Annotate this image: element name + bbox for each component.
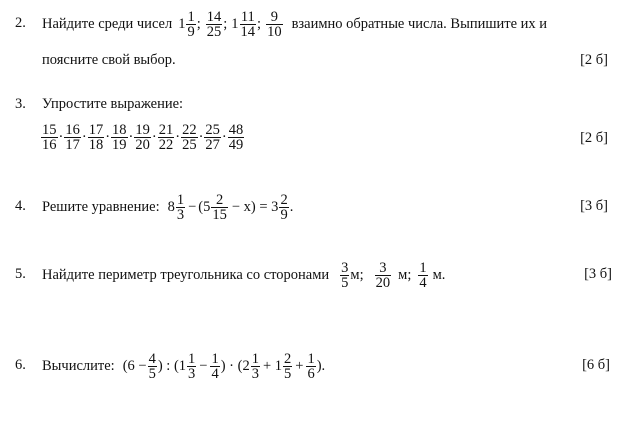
mixed-number: 1 $\frac{11}{14}$ bbox=[231, 8, 256, 40]
points-badge: [3 б] bbox=[584, 266, 612, 282]
problem-text: взаимно обратные числа. Выпишите их и bbox=[291, 15, 548, 32]
fraction: $\frac{25}{27}$ bbox=[205, 121, 220, 153]
fraction: $\frac{1}{3}$ bbox=[251, 350, 259, 382]
problem-number: 2. bbox=[15, 15, 26, 31]
fraction: $\frac{16}{17}$ bbox=[65, 121, 80, 153]
fraction: $\frac{48}{49}$ bbox=[228, 121, 244, 153]
fraction: $\frac{14}{25}$ bbox=[206, 8, 222, 40]
fraction: $\frac{18}{19}$ bbox=[112, 121, 127, 153]
mixed-number: 1 $\frac{1}{9}$ bbox=[178, 8, 195, 40]
fraction: $\frac{1}{3}$ bbox=[188, 350, 196, 382]
fraction: $\frac{11}{14}$ bbox=[240, 8, 256, 40]
problem-text: Вычислите: bbox=[42, 357, 115, 374]
fraction: $\frac{3}{20}$ bbox=[375, 259, 391, 291]
fraction: $\frac{2}{5}$ bbox=[284, 350, 292, 382]
points-badge: [3 б] bbox=[580, 198, 608, 214]
fraction: $\frac{4}{5}$ bbox=[148, 350, 156, 382]
fraction: $\frac{15}{16}$ bbox=[42, 121, 57, 153]
problem-number: 6. bbox=[15, 357, 26, 373]
problem-text: Решите уравнение: bbox=[42, 198, 160, 215]
points-badge: [2 б] bbox=[580, 52, 608, 68]
problem-text: Упростите выражение: bbox=[42, 96, 184, 112]
problem-number: 4. bbox=[15, 198, 26, 214]
problem-number: 5. bbox=[15, 266, 26, 282]
fraction: $\frac{2}{15}$ bbox=[212, 191, 227, 223]
fraction: $\frac{1}{4}$ bbox=[419, 259, 427, 291]
fraction: $\frac{1}{3}$ bbox=[176, 191, 185, 223]
fraction: $\frac{9}{10}$ bbox=[267, 8, 282, 40]
expression: Вычислите: (6 − $\frac{4}{5}$ ) : (1 $\frac{1}{3}$ − $\frac{1}{4}$ ) · (2 $\frac{1}{3}$ + 1 $\frac{2}{5}$ + $\frac{1}{6}$ ). bbox=[42, 350, 326, 382]
points-badge: [2 б] bbox=[580, 130, 608, 146]
problem-text: Найдите среди чисел bbox=[42, 15, 173, 32]
points-badge: [6 б] bbox=[582, 357, 610, 373]
fraction: $\frac{1}{6}$ bbox=[307, 350, 315, 382]
fraction: $\frac{19}{20}$ bbox=[135, 121, 150, 153]
fraction: $\frac{22}{25}$ bbox=[182, 121, 197, 153]
equation: Решите уравнение: 8 $\frac{1}{3}$ − (5 $\frac{2}{15}$ − x) = 3 $\frac{2}{9}$ . bbox=[42, 191, 294, 223]
fraction: $\frac{21}{22}$ bbox=[158, 121, 174, 153]
problem-number: 3. bbox=[15, 96, 26, 112]
perimeter-task: Найдите периметр треугольника со сторонами $\frac{3}{5}$ м; $\frac{3}{20}$ м; $\frac{1}{4}$ м. bbox=[42, 259, 446, 291]
fraction: $\frac{2}{9}$ bbox=[280, 191, 288, 223]
fraction-product: $\frac{15}{16}$ · $\frac{16}{17}$ · $\frac{17}{18}$ · $\frac{18}{19}$ · $\frac{19}{20}$ · $\frac{21}{22}$ · $\frac{22}{25}$ · $\frac{25}{27}$ · $\frac{48}{49}$ bbox=[42, 121, 244, 153]
fraction: $\frac{1}{4}$ bbox=[211, 350, 219, 382]
problem-text: Найдите периметр треугольника со сторонами bbox=[42, 266, 330, 283]
fraction: $\frac{17}{18}$ bbox=[88, 121, 104, 153]
fraction: $\frac{1}{9}$ bbox=[187, 8, 195, 40]
problem-2-line-1: Найдите среди чисел 1 $\frac{1}{9}$ ; $\frac{14}{25}$ ; 1 $\frac{11}{14}$ ; $\frac{9}{10}$ взаимно обратные числа. Выпишите их и bbox=[42, 8, 548, 40]
fraction: $\frac{3}{5}$ bbox=[341, 259, 349, 291]
problem-text: поясните свой выбор. bbox=[42, 52, 176, 68]
